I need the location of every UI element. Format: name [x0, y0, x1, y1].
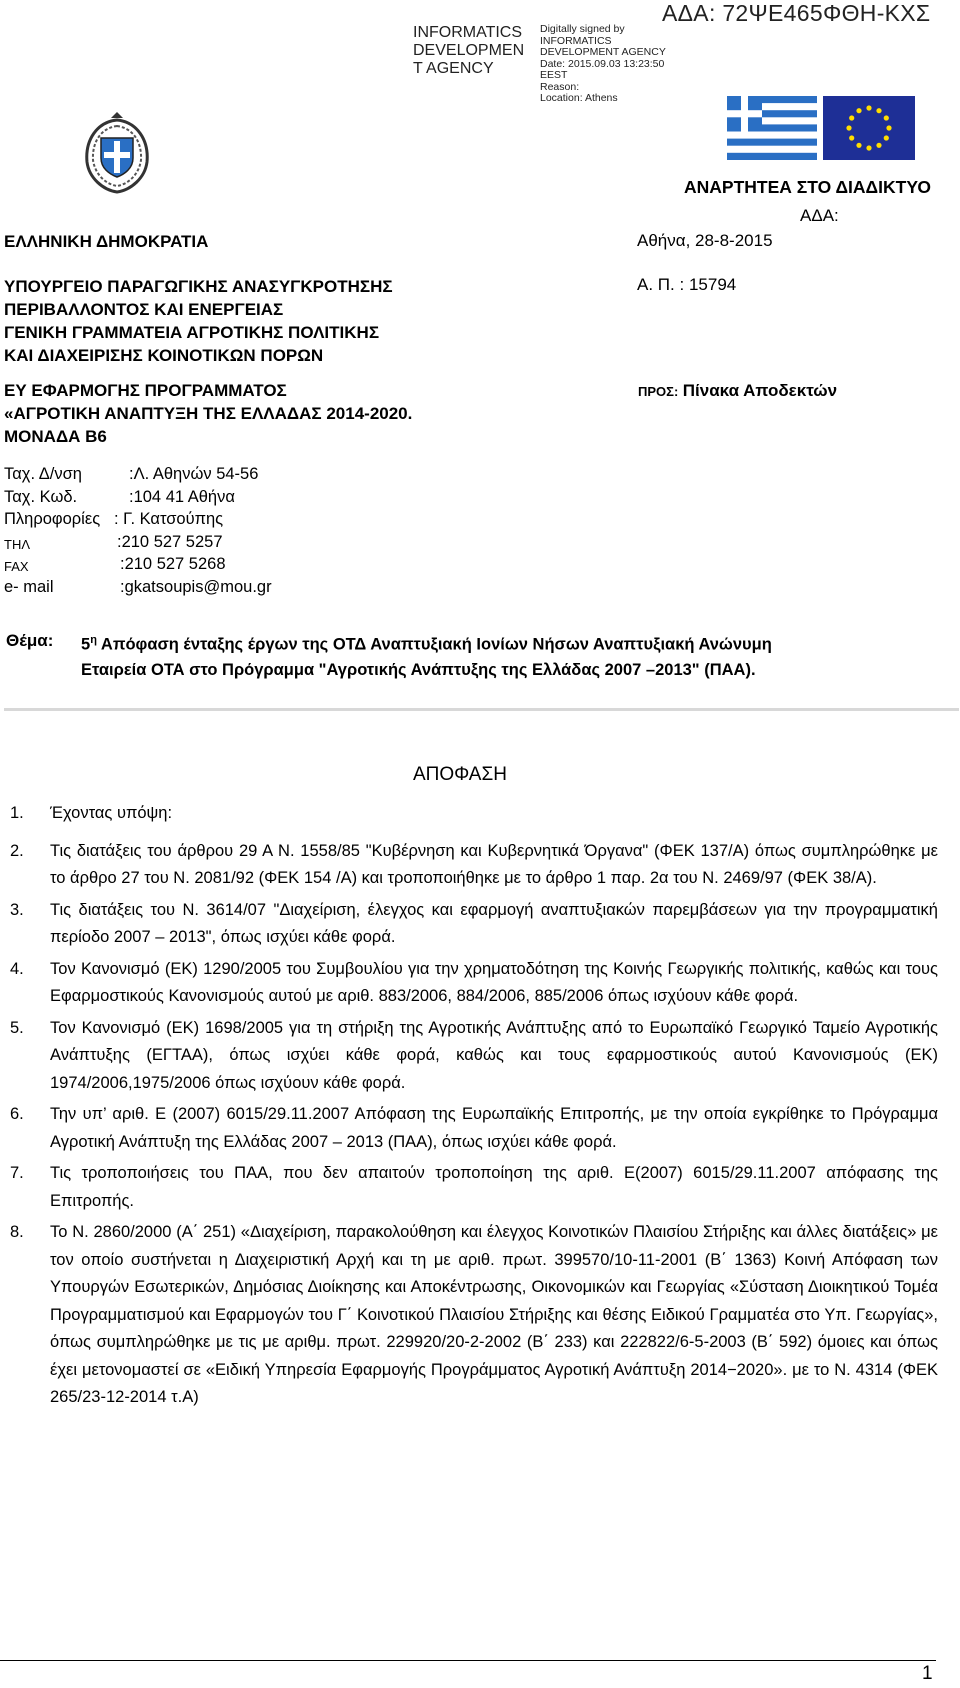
signature-details — [540, 24, 666, 105]
ministry-line: ΓΕΝΙΚΗ ΓΡΑΜΜΑΤΕΙΑ ΑΓΡΟΤΙΚΗΣ ΠΟΛΙΤΙΚΗΣ — [4, 323, 380, 342]
list-text: Τον Κανονισμό (ΕΚ) 1290/2005 του Συμβουλίου για την χρηματοδότηση της Κοινής Γεωργικής πολιτικής, καθώς και τους Εφαρμοστικούς Κανονισμούς αυτού με αριθ. 883/2006, 884/2006, 885/2006 όπως ισχύουν κάθε φορά. — [50, 959, 938, 1005]
contact-value: :210 527 5257 — [117, 532, 223, 551]
list-item — [10, 1015, 938, 1098]
considerations-list — [10, 800, 938, 1416]
list-text: Τις τροποποιήσεις του ΠΑΑ, που δεν απαιτούν τροποποίηση της αριθ. Ε(2007) 6015/29.11.2007 απόφασης της Επιτροπής. — [50, 1164, 938, 1210]
eu-flag-icon — [823, 96, 915, 160]
signature-meta-line: Digitally signed by — [540, 23, 625, 35]
flags-image — [727, 96, 915, 160]
agency-line: ΕΥ ΕΦΑΡΜΟΓΗΣ ΠΡΟΓΡΑΜΜΑΤΟΣ — [4, 381, 287, 400]
contact-row — [4, 463, 404, 486]
ministry-line: ΚΑΙ ΔΙΑΧΕΙΡΙΣΗΣ ΚΟΙΝΟΤΙΚΩΝ ΠΟΡΩΝ — [4, 346, 324, 365]
signature-org-line: DEVELOPMEN — [413, 42, 525, 59]
recipient-value: Πίνακα Αποδεκτών — [682, 381, 838, 400]
greek-emblem-icon — [77, 112, 157, 196]
signature-meta-line: INFORMATICS — [540, 34, 612, 47]
list-item — [10, 1101, 938, 1156]
recipient-label: ΠΡΟΣ: — [638, 384, 679, 399]
decision-title: ΑΠΟΦΑΣΗ — [413, 764, 507, 785]
contact-label: ΤΗΛ — [4, 536, 31, 552]
list-item — [10, 838, 938, 893]
contact-label: Ταχ. Δ/νση — [4, 465, 82, 483]
signature-organization — [413, 24, 533, 78]
contact-block — [4, 463, 404, 598]
document-date: Αθήνα, 28-8-2015 — [637, 231, 773, 250]
contact-label: e- mail — [4, 577, 54, 596]
list-item — [10, 800, 938, 828]
list-number: 5. — [10, 1018, 24, 1037]
page-number: 1 — [922, 1663, 933, 1684]
contact-row — [4, 508, 404, 531]
subject-line — [81, 628, 951, 658]
list-text: Έχοντας υπόψη: — [50, 804, 173, 822]
greek-flag-icon — [727, 96, 817, 160]
list-number: 2. — [10, 841, 24, 860]
contact-value: : Γ. Κατσούπης — [114, 510, 224, 528]
agency-block — [4, 379, 412, 448]
subject-ordinal: η — [90, 634, 97, 646]
subject-text — [81, 628, 951, 683]
subject-label: Θέμα: — [6, 631, 54, 650]
contact-value: :gkatsoupis@mou.gr — [120, 577, 272, 596]
contact-row — [4, 553, 404, 576]
list-number: 3. — [10, 900, 24, 919]
ada-code: ΑΔΑ: 72ΨΕ465ΦΘΗ-ΚΧΣ — [662, 0, 931, 26]
subject-line-1: Απόφαση ένταξης έργων της ΟΤΔ Αναπτυξιακή Ιονίων Νήσων Αναπτυξιακή Ανώνυμη — [100, 635, 772, 654]
signature-org-line: T AGENCY — [413, 60, 494, 77]
ministry-line: ΥΠΟΥΡΓΕΙΟ ΠΑΡΑΓΩΓΙΚΗΣ ΑΝΑΣΥΓΚΡΟΤΗΣΗΣ — [4, 277, 393, 296]
contact-value: :104 41 Αθήνα — [129, 487, 235, 506]
signature-meta-line: EEST — [540, 69, 568, 81]
contact-label: FAX — [4, 559, 29, 574]
list-text: Την υπ’ αριθ. Ε (2007) 6015/29.11.2007 Απόφαση της Ευρωπαϊκής Επιτροπής, με την οποία εγκρίθηκε το Πρόγραμμα Αγροτική Ανάπτυξη της Ελλάδας 2007 – 2013 (ΠΑΑ), όπως ισχύει κάθε φορά. — [50, 1105, 938, 1151]
ada-label: ΑΔΑ: — [800, 206, 839, 225]
list-text: Το Ν. 2860/2000 (Α΄ 251) «Διαχείριση, παρακολούθηση και έλεγχος Κοινοτικών Πλαισίου Στήριξης και άλλες διατάξεις» με τον οποίο συστήνεται η Διαχειριστική Αρχή και τη με αριθ. πρωτ. 399570/10-11-2001 (Β΄ 1363) Κοινή Απόφαση των Υπουργών Εσωτερικών, Δημόσιας Διοίκησης και Αποκέντρωσης, Οικονομικών και Γεωργίας «Σύσταση Διοικητικού Τομέα Προγραμματισμού και Εφαρμογών του Γ΄ Κοινοτικού Πλαισίου Στήριξης και θέσης Ειδικού Γραμματέα στο Υπ. Γεωργίας», όπως συμπληρώθηκε με τις με αριθμ. πρωτ. 229920/20-2-2002 (Β΄ 233) και 222822/6-5-2003 (Β΄ 592) όμοιες και όπως έχει μετονομαστεί σε «Ειδική Υπηρεσία Εφαρμογής Προγράμματος Αγροτική Ανάπτυξη 2014−2020». με το Ν. 4314 (ΦΕΚ 265/23-12-2014 τ.Α) — [50, 1223, 938, 1406]
signature-org-line: INFORMATICS — [413, 24, 523, 41]
separator — [4, 708, 959, 711]
protocol-number: Α. Π. : 15794 — [637, 275, 737, 294]
list-text: Τις διατάξεις του Ν. 3614/07 "Διαχείριση, έλεγχος και εφαρμογή αναπτυξιακών παρεμβάσεων για την προγραμματική περίοδο 2007 – 2013", όπως ισχύει κάθε φορά. — [50, 900, 938, 946]
publish-notice: ΑΝΑΡΤΗΤΕΑ ΣΤΟ ΔΙΑΔΙΚΤΥΟ — [684, 177, 931, 197]
contact-label: Ταχ. Κωδ. — [4, 487, 78, 506]
list-item — [10, 956, 938, 1011]
contact-row — [4, 486, 404, 509]
recipient — [638, 381, 837, 401]
signature-meta-line: DEVELOPMENT AGENCY — [540, 46, 666, 58]
contact-value: :210 527 5268 — [120, 555, 226, 573]
list-number: 8. — [10, 1223, 24, 1241]
list-number: 1. — [10, 804, 24, 822]
agency-line: ΜΟΝΑΔΑ Β6 — [4, 427, 107, 446]
ministry-line: ΠΕΡΙΒΑΛΛΟΝΤΟΣ ΚΑΙ ΕΝΕΡΓΕΙΑΣ — [4, 300, 284, 319]
contact-row — [4, 531, 404, 554]
list-number: 7. — [10, 1164, 24, 1182]
subject-number: 5 — [81, 635, 91, 654]
signature-meta-line: Reason: — [540, 80, 580, 93]
list-item — [10, 1160, 938, 1215]
list-number: 4. — [10, 959, 24, 978]
contact-row — [4, 576, 404, 599]
contact-label: Πληροφορίες — [4, 510, 101, 528]
signature-meta-line: Location: Athens — [540, 92, 618, 104]
republic-title: ΕΛΛΗΝΙΚΗ ΔΗΜΟΚΡΑΤΙΑ — [4, 232, 209, 251]
subject-line-2: Εταιρεία ΟΤΑ στο Πρόγραμμα "Αγροτικής Ανάπτυξης της Ελλάδας 2007 –2013" (ΠΑΑ). — [81, 660, 756, 679]
list-text: Τον Κανονισμό (ΕΚ) 1698/2005 για τη στήριξη της Αγροτικής Ανάπτυξης από το Ευρωπαϊκό Γεωργικό Ταμείο Αγροτικής Ανάπτυξης (ΕΓΤΑΑ), όπως ισχύει κάθε φορά, καθώς και τους εφαρμοστικούς αυτού Κανονισμούς (ΕΚ) 1974/2006,1975/2006 όπως ισχύουν κάθε φορά. — [50, 1018, 938, 1092]
list-item — [10, 897, 938, 952]
list-number: 6. — [10, 1105, 24, 1123]
list-text: Τις διατάξεις του άρθρου 29 Α Ν. 1558/85 "Κυβέρνηση και Κυβερνητικά Όργανα" (ΦΕΚ 137/Α) όπως συμπληρώθηκε με το άρθρο 27 του Ν. 2081/92 (ΦΕΚ 154 /Α) και τροποποιήθηκε με το άρθρο 1 παρ. 2α του Ν. 2469/97 (ΦΕΚ 38/Α). — [50, 841, 938, 887]
agency-line: «ΑΓΡΟΤΙΚΗ ΑΝΑΠΤΥΞΗ ΤΗΣ ΕΛΛΑΔΑΣ 2014-2020. — [4, 404, 413, 423]
list-item — [10, 1219, 938, 1412]
footer-rule — [0, 1660, 936, 1661]
ministry-block — [4, 275, 393, 367]
contact-value: :Λ. Αθηνών 54-56 — [129, 465, 259, 483]
signature-meta-line: Date: 2015.09.03 13:23:50 — [540, 57, 665, 70]
